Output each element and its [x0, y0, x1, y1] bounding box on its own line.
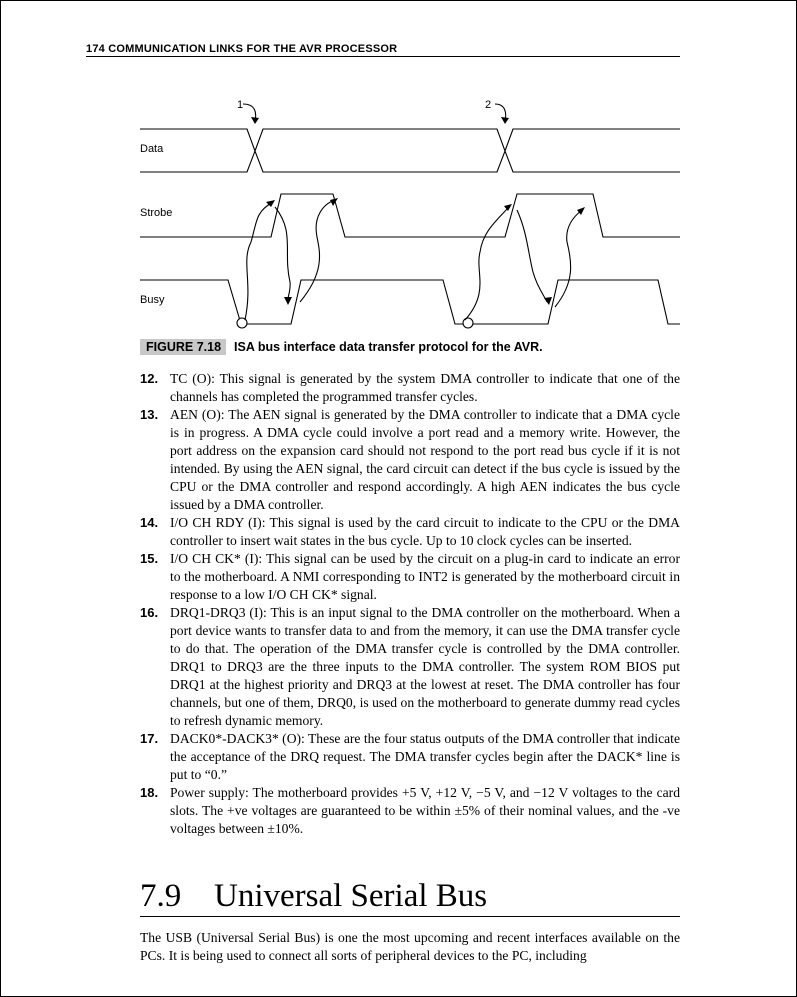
list-item — [140, 550, 680, 604]
section-number: 7.9 — [140, 878, 182, 914]
data-line-low — [140, 151, 680, 172]
arrow-d — [465, 207, 509, 320]
item-text: TC (O): This signal is generated by the system DMA controller to indicate that one of the channels has completed the programmed transfer cycles. — [170, 371, 680, 404]
data-line — [140, 129, 680, 151]
figure-label: FIGURE 7.18 — [140, 339, 226, 355]
running-head: 174 COMMUNICATION LINKS FOR THE AVR PROCESSOR — [86, 43, 680, 57]
signal-label-data: Data — [140, 143, 164, 155]
list-item — [140, 604, 680, 730]
arrow-c — [300, 200, 335, 302]
item-text: DRQ1-DRQ3 (I): This is an input signal to the DMA controller on the motherboard. When a port device wants to transfer data to and from the memory, it can use the DMA transfer cycle to do that. The operation of the DMA transfer cycle is controlled by the DMA controller. DRQ1 to DRQ3 are the three inputs to the DMA controller. The system ROM BIOS put DRQ1 at the highest priority and DRQ3 at the lowest at reset. The DMA controller has four channels, but one of them, DRQ0, is used on the motherboard to generate dummy read cycles to refresh dynamic memory. — [170, 605, 680, 728]
signal-label-strobe: Strobe — [140, 207, 173, 219]
list-item — [140, 514, 680, 550]
marker-2: 2 — [485, 99, 492, 111]
signal-label-busy: Busy — [140, 294, 165, 306]
section-heading — [140, 876, 680, 917]
arrow-f — [555, 210, 582, 307]
timing-diagram — [135, 92, 685, 337]
list-item — [140, 730, 680, 784]
item-number: 15. — [140, 551, 159, 566]
item-text: AEN (O): The AEN signal is generated by the DMA controller to indicate that a DMA cycle is in progress. A DMA cycle could involve a port read and a memory write. However, the port address on the expansion card should not respond to the port read bus cycle if it is not intended. By using the AEN signal, the card circuit can detect if the bus cycle is issued by the CPU or the DMA controller and respond accordingly. A high AEN indicates the bus cycle issued by a DMA controller. — [170, 407, 680, 512]
item-number: 16. — [140, 605, 159, 620]
item-text: DACK0*-DACK3* (O): These are the four status outputs of the DMA controller that indicate the acceptance of the DRQ request. The DMA transfer cycles begin after the DACK* line is put to “0.” — [170, 731, 680, 782]
item-number: 14. — [140, 515, 159, 530]
busy-line — [140, 280, 680, 324]
item-number: 17. — [140, 731, 159, 746]
item-number: 12. — [140, 371, 159, 386]
arrow-e — [517, 210, 547, 302]
list-item — [140, 406, 680, 514]
figure-caption — [140, 340, 543, 354]
item-text: I/O CH CK* (I): This signal can be used by the circuit on a plug-in card to indicate an error to the motherboard. A NMI corresponding to INT2 is generated by the motherboard circuit in response to a low I/O CH CK* signal. — [170, 551, 680, 602]
strobe-line — [140, 194, 680, 237]
arrow-b — [275, 207, 290, 302]
arrow-a — [245, 202, 273, 320]
list-item — [140, 370, 680, 406]
item-text: Power supply: The motherboard provides +5 V, +12 V, −5 V, and −12 V voltages to the card slots. The +ve voltages are guaranteed to be within ±5% of their nominal values, and the -ve voltages between ±10%. — [170, 785, 680, 836]
busy-marker-2 — [463, 318, 473, 328]
item-number: 18. — [140, 785, 159, 800]
item-text: I/O CH RDY (I): This signal is used by the card circuit to indicate to the CPU or the DMA controller to insert wait states in the bus cycle. Up to 10 clock cycles can be inserted. — [170, 515, 680, 548]
marker-1: 1 — [237, 99, 244, 111]
figure-caption-text: ISA bus interface data transfer protocol for the AVR. — [234, 340, 543, 354]
list-item — [140, 784, 680, 838]
item-number: 13. — [140, 407, 159, 422]
section-title: Universal Serial Bus — [214, 878, 488, 914]
body-paragraph: The USB (Universal Serial Bus) is one the most upcoming and recent interfaces available on the PCs. It is being used to connect all sorts of peripheral devices to the PC, including — [140, 930, 680, 963]
signal-list — [140, 370, 680, 838]
